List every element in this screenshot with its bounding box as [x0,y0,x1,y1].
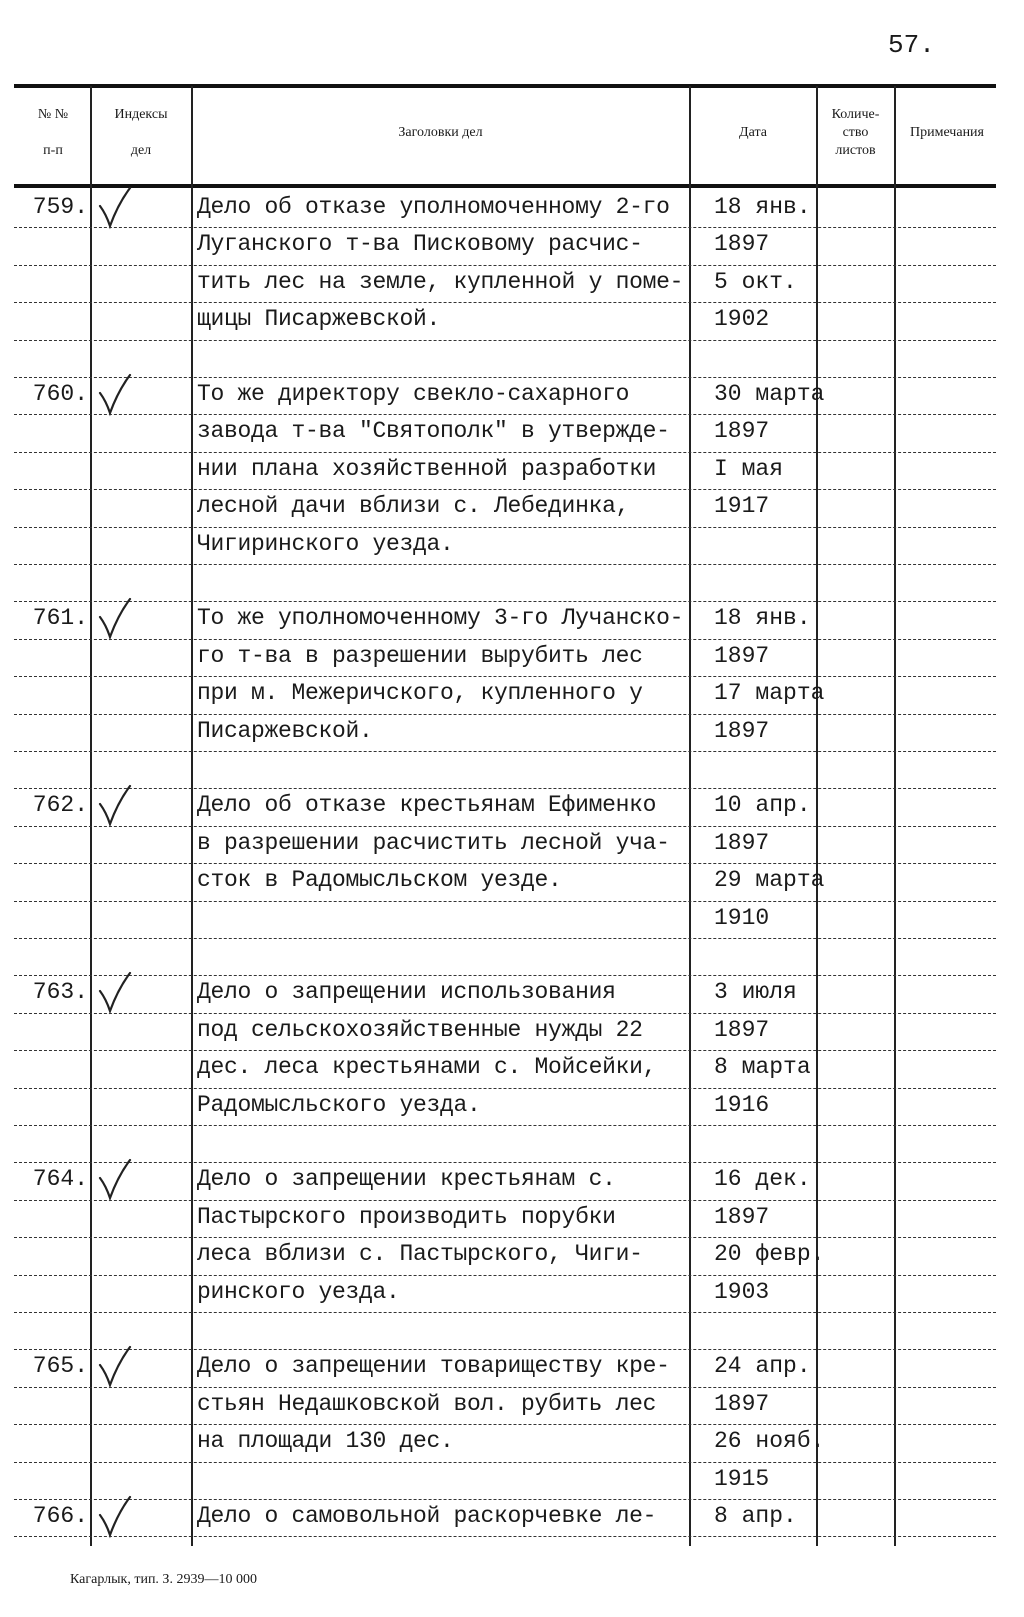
column-divider [816,86,818,1546]
date-line: 1897 [714,1390,770,1417]
row-rule [14,826,996,828]
entry-number: 760. [32,381,88,407]
header-sheets-line: листов [835,143,876,158]
case-title-line: го т-ва в разрешении вырубить лес [197,642,643,669]
date-line: 3 июля [714,979,797,1006]
row-rule [14,227,996,229]
row-rule [14,1275,996,1277]
row-rule [14,1013,996,1015]
header-number [20,106,86,160]
row-rule [14,639,996,641]
date-line: 10 апр. [714,792,811,819]
row-rule [14,265,996,267]
date-line: 1910 [714,904,770,931]
date-line: 18 янв. [714,605,811,632]
header-title: Заголовки дел [398,125,483,140]
case-title-line: на площади 130 дес. [197,1428,454,1455]
date-line: 16 дек. [714,1166,811,1193]
entry-number: 765. [32,1353,88,1380]
date-line: 1897 [714,717,770,744]
entry-number: 766. [32,1503,88,1529]
case-title-line: дес. леса крестьянами с. Мойсейки, [197,1054,657,1081]
date-line: 1897 [714,829,770,856]
date-line: 8 марта [714,1054,811,1081]
header-index-line: дел [130,143,152,158]
case-title-line: стьян Недашковской вол. рубить лес [197,1390,657,1417]
row-rule [14,863,996,865]
checkmark-icon [96,1158,136,1202]
date-line: 26 нояб. [714,1428,825,1455]
row-rule [14,1050,996,1052]
checkmark-icon [96,1495,136,1539]
header-sheets-line: Количе- [831,107,880,122]
row-rule [14,1312,996,1314]
case-title-line: То же уполномоченному 3-го Лучанско- [197,605,684,632]
row-rule [14,377,996,379]
case-title-line: Писаржевской. [197,717,373,744]
date-line: 1915 [714,1465,770,1492]
case-title-line: Дело о самовольной раскорчевке ле- [197,1503,657,1529]
case-title-line: Дело об отказе уполномоченному 2-го [197,194,670,220]
row-rule [14,1349,996,1351]
row-rule [14,601,996,603]
row-rule [14,452,996,454]
column-divider [894,86,896,1546]
header-sheets-line: ство [842,125,869,140]
entry-number: 759. [32,194,88,220]
row-rule [14,1536,996,1538]
case-title-line: щицы Писаржевской. [197,306,441,333]
column-divider [689,86,691,1546]
header-notes: Примечания [909,125,984,140]
row-rule [14,302,996,304]
header-number-line: п-п [43,143,63,158]
case-title-line: Дело о запрещении крестьянам с. [197,1166,616,1193]
row-rule [14,1162,996,1164]
checkmark-icon [96,597,136,641]
checkmark-icon [96,373,136,417]
case-title-line: Луганского т-ва Писковому расчис- [197,231,643,258]
checkmark-icon [96,1345,136,1389]
date-line: 30 марта [714,381,825,407]
date-line: 1902 [714,306,770,333]
printer-imprint: Кагарлык, тип. З. 2939—10 000 [70,1572,257,1587]
date-line: 1903 [714,1278,770,1305]
date-line: 1897 [714,642,770,669]
case-title-line: Чигиринского уезда. [197,530,454,557]
checkmark-icon [96,784,136,828]
row-rule [14,489,996,491]
entry-number: 763. [32,979,88,1006]
case-title-line: завода т-ва "Святополк" в утвержде- [197,418,670,445]
case-title-line: Дело о запрещении использования [197,979,616,1006]
date-line: 17 марта [714,680,825,707]
row-rule [14,1200,996,1202]
case-title-line: леса вблизи с. Пастырского, Чиги- [197,1241,643,1268]
page-number: 57. [888,30,935,60]
date-line: 20 февр. [714,1241,825,1268]
row-rule [14,1499,996,1501]
column-divider [90,86,92,1546]
row-rule [14,340,996,342]
row-rule [14,938,996,940]
header-date: Дата [739,125,767,140]
row-rule [14,414,996,416]
date-line: 24 апр. [714,1353,811,1380]
date-line: 5 окт. [714,268,797,295]
header-index-line: Индексы [114,107,168,122]
row-rule [14,1387,996,1389]
entry-number: 764. [32,1166,88,1193]
checkmark-icon [96,186,136,230]
case-title-line: лесной дачи вблизи с. Лебединка, [197,493,630,520]
row-rule [14,527,996,529]
date-line: 1897 [714,1203,770,1230]
row-rule [14,975,996,977]
date-line: 1916 [714,1091,770,1118]
case-title-line: Дело о запрещении товариществу кре- [197,1353,670,1380]
case-title-line: в разрешении расчистить лесной уча- [197,829,670,856]
header-sheets [817,106,894,160]
date-line: 29 марта [714,867,825,894]
date-line: 1897 [714,418,770,445]
entry-number: 762. [32,792,88,819]
date-line: 1897 [714,1016,770,1043]
table-header-rule [14,184,996,188]
case-title-line: нии плана хозяйственной разработки [197,455,657,482]
date-line: 18 янв. [714,194,811,220]
entry-number: 761. [32,605,88,632]
case-title-line: Пастырского производить порубки [197,1203,616,1230]
row-rule [14,1237,996,1239]
row-rule [14,1424,996,1426]
row-rule [14,901,996,903]
table-top-rule [14,84,996,88]
date-line: I мая [714,455,784,482]
header-index [92,106,190,160]
row-rule [14,1125,996,1127]
checkmark-icon [96,971,136,1015]
date-line: 8 апр. [714,1503,797,1529]
row-rule [14,676,996,678]
row-rule [14,751,996,753]
case-title-line: ринского уезда. [197,1278,400,1305]
case-title-line: сток в Радомысльском уезде. [197,867,562,894]
case-title-line: под сельскохозяйственные нужды 22 [197,1016,643,1043]
case-title-line: То же директору свекло-сахарного [197,381,630,407]
row-rule [14,788,996,790]
case-title-line: Радомысльского уезда. [197,1091,481,1118]
case-title-line: при м. Межеричского, купленного у [197,680,643,707]
header-number-line: № № [37,107,69,122]
date-line: 1897 [714,231,770,258]
case-title-line: тить лес на земле, купленной у поме- [197,268,684,295]
date-line: 1917 [714,493,770,520]
row-rule [14,714,996,716]
row-rule [14,1088,996,1090]
row-rule [14,1462,996,1464]
row-rule [14,564,996,566]
column-divider [191,86,193,1546]
case-title-line: Дело об отказе крестьянам Ефименко [197,792,657,819]
